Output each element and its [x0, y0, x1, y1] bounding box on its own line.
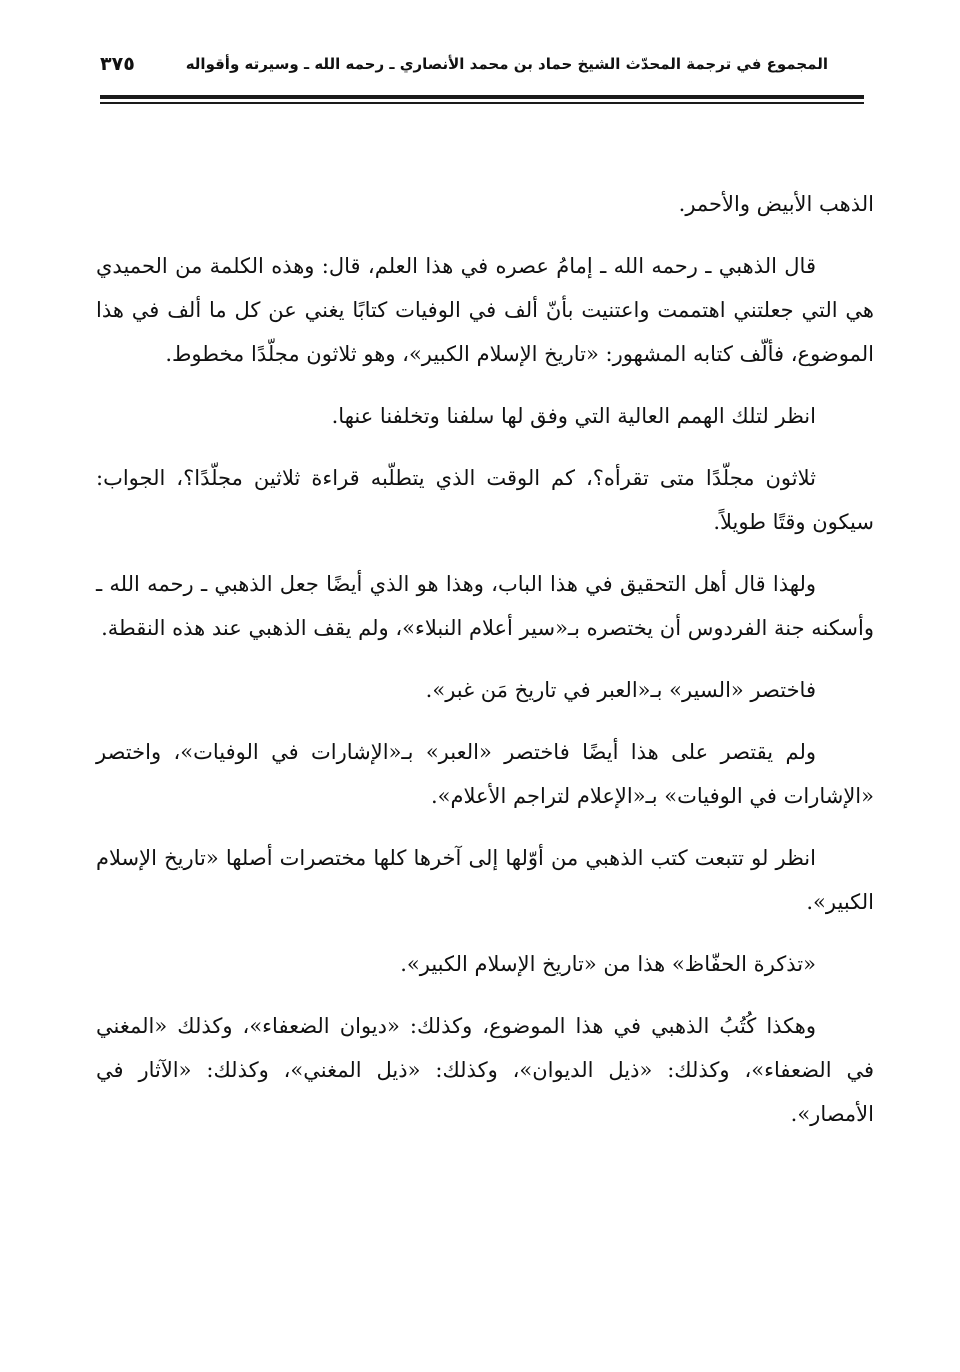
paragraph: الذهب الأبيض والأحمر. — [678, 192, 874, 216]
paragraph: ولم يقتصر على هذا أيضًا فاختصر «العبر» بـ«الإشارات في الوفيات»، واختصر «الإشارات في الوفيات» بـ«الإعلام لتراجم الأعلام». — [96, 740, 874, 808]
header-rule-thin — [100, 102, 864, 104]
page-header — [100, 44, 828, 84]
paragraph: وهكذا كُتُبُ الذهبي في هذا الموضوع، وكذلك: «ديوان الضعفاء»، وكذلك «المغني في الضعفاء»، وكذلك: «ذيل الديوان»، وكذلك: «ذيل المغني»، وكذلك: «الآثار في الأمصار». — [96, 1014, 874, 1126]
page-number: ٣٧٥ — [100, 53, 135, 75]
paragraph: انظر لو تتبعت كتب الذهبي من أوّلها إلى آخرها كلها مختصرات أصلها «تاريخ الإسلام الكبير». — [96, 846, 874, 914]
body-text — [96, 182, 874, 1154]
paragraph: «تذكرة الحفّاظ» هذا من «تاريخ الإسلام الكبير». — [400, 952, 816, 976]
paragraph: انظر لتلك الهمم العالية التي وفق لها سلفنا وتخلفنا عنها. — [331, 404, 816, 428]
running-title: المجموع في ترجمة المحدّث الشيخ حماد بن محمد الأنصاري ـ رحمه الله ـ وسيرته وأقواله — [185, 55, 828, 73]
header-rule-thick — [100, 95, 864, 99]
paragraph: فاختصر «السير» بـ«العبر في تاريخ مَن غبر». — [425, 678, 816, 702]
paragraph: ثلاثون مجلّدًا متى تقرأه؟، كم الوقت الذي يتطلّبه قراءة ثلاثين مجلّدًا؟، الجواب: سيكون وقتًا طويلاً. — [96, 466, 874, 534]
paragraph: ولهذا قال أهل التحقيق في هذا الباب، وهذا هو الذي أيضًا جعل الذهبي ـ رحمه الله ـ وأسكنه جنة الفردوس أن يختصره بـ«سير أعلام النبلاء»، ولم يقف الذهبي عند هذه النقطة. — [96, 572, 874, 640]
paragraph: قال الذهبي ـ رحمه الله ـ إمامُ عصره في هذا العلم، قال: وهذه الكلمة من الحميدي هي التي جعلتني اهتممت واعتنيت بأنّ ألف في الوفيات كتابًا يغني عن كل ما ألف في هذا الموضوع، فألّف كتابه المشهور: «تاريخ الإسلام الكبير»، وهو ثلاثون مجلّدًا مخطوط. — [96, 254, 874, 366]
